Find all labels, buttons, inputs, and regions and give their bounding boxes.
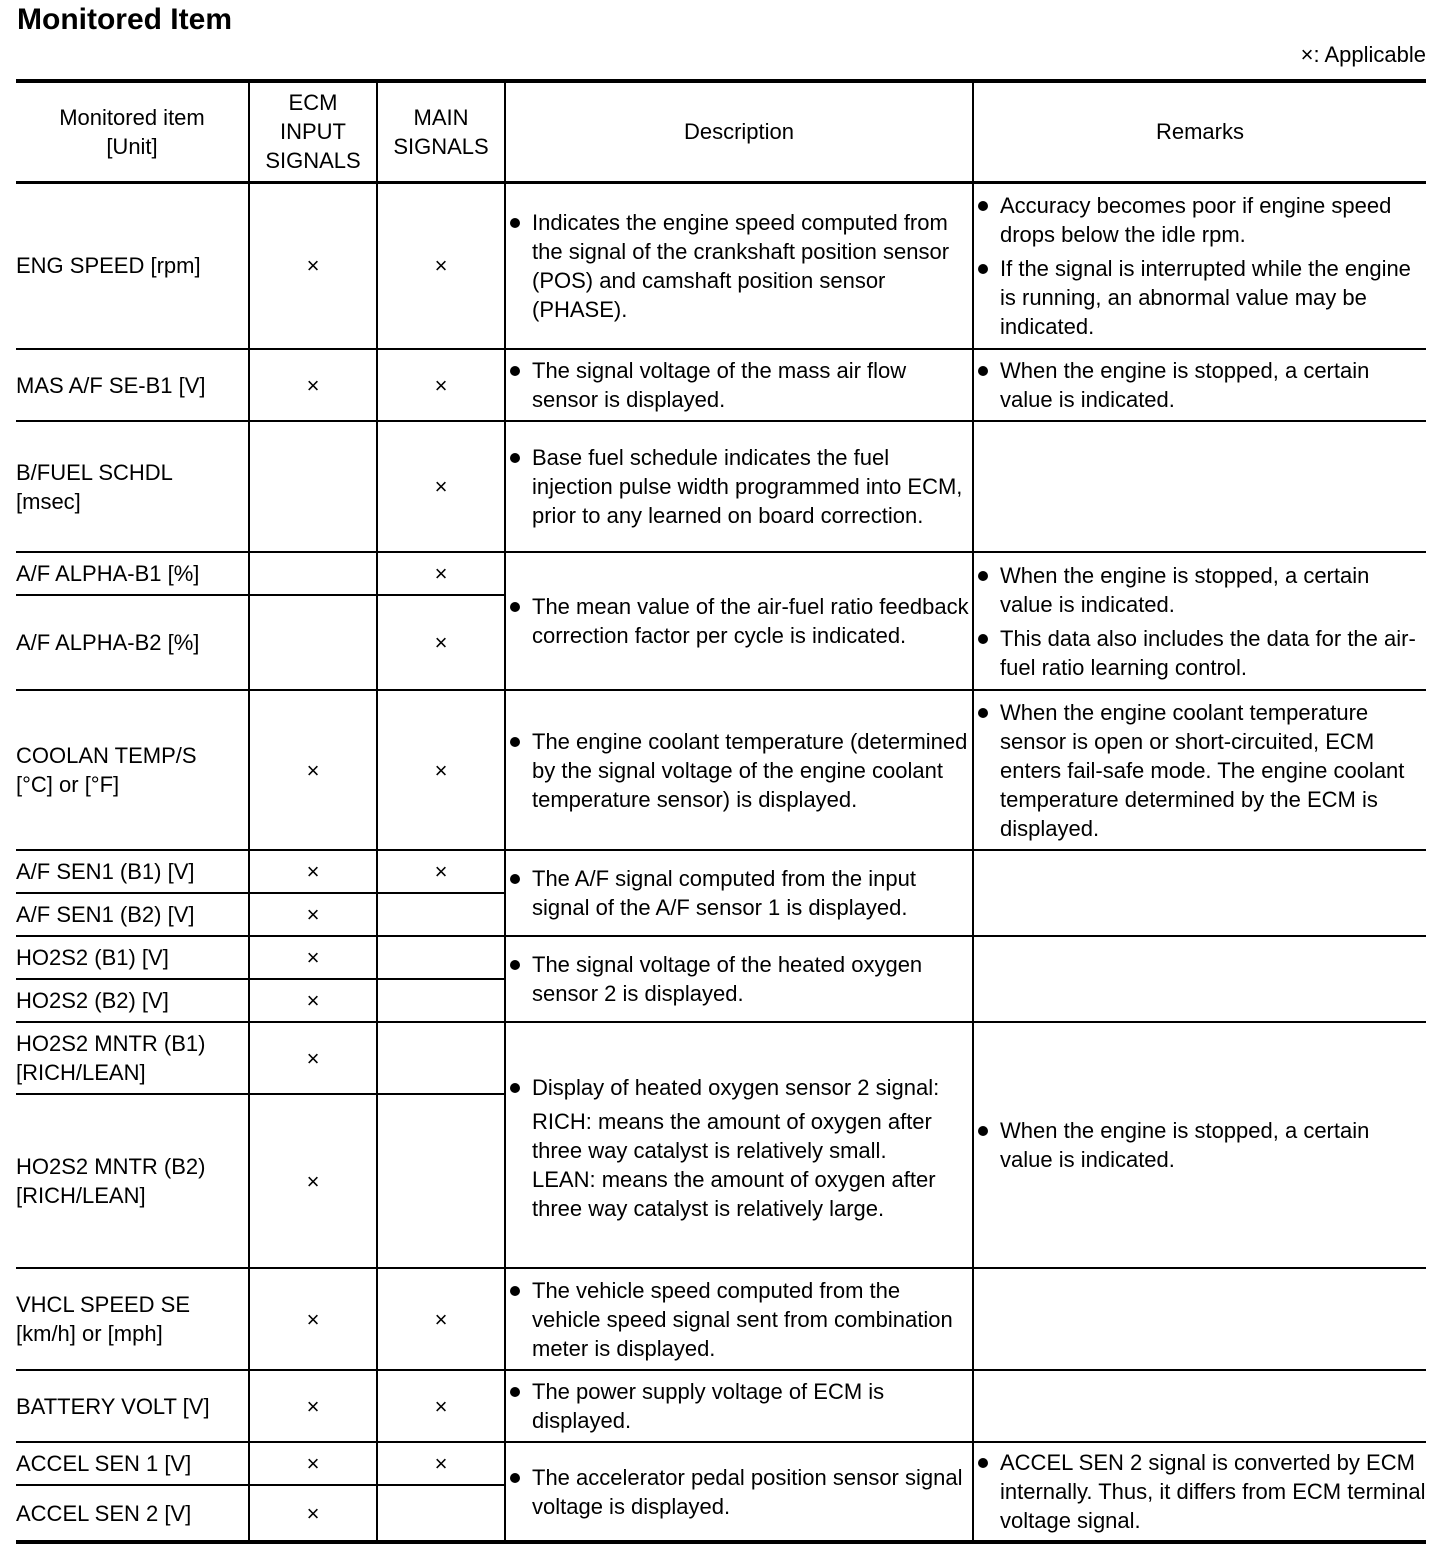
item-name: A/F ALPHA-B2 [%] xyxy=(16,595,249,690)
remark-bullet: If the signal is interrupted while the engine is running, an abnormal value may be indicated. xyxy=(974,254,1426,341)
item-name: A/F SEN1 (B1) [V] xyxy=(16,850,249,893)
ecm-input-mark: × xyxy=(249,1022,377,1094)
description-bullet: The power supply voltage of ECM is displayed. xyxy=(506,1377,972,1435)
header-remarks: Remarks xyxy=(973,81,1426,182)
table-row xyxy=(16,936,1426,979)
remark-bullet: When the engine is stopped, a certain value is indicated. xyxy=(974,1116,1426,1174)
main-signal-mark: × xyxy=(377,1442,505,1485)
description-bullet: The engine coolant temperature (determined by the signal voltage of the engine coolant temperature sensor) is displayed. xyxy=(506,727,972,814)
ecm-input-mark xyxy=(249,421,377,552)
ecm-input-mark: × xyxy=(249,936,377,979)
ecm-input-mark: × xyxy=(249,182,377,349)
item-name: A/F ALPHA-B1 [%] xyxy=(16,552,249,595)
main-signal-mark: × xyxy=(377,1370,505,1442)
item-name: HO2S2 (B1) [V] xyxy=(16,936,249,979)
description-cell xyxy=(505,936,973,1022)
ecm-input-mark: × xyxy=(249,979,377,1022)
description-rich-text: RICH: means the amount of oxygen after three way catalyst is relatively small. xyxy=(532,1108,932,1163)
remarks-cell xyxy=(973,421,1426,552)
main-signal-mark xyxy=(377,936,505,979)
description-cell xyxy=(505,1442,973,1542)
remarks-cell xyxy=(973,1022,1426,1268)
description-bullet: The vehicle speed computed from the vehicle speed signal sent from combination meter is displayed. xyxy=(506,1276,972,1363)
item-name: HO2S2 MNTR (B1) [RICH/LEAN] xyxy=(16,1022,249,1094)
item-name: ENG SPEED [rpm] xyxy=(16,182,249,349)
table-row xyxy=(16,421,1426,552)
table-row xyxy=(16,690,1426,850)
description-bullet: Display of heated oxygen sensor 2 signal: xyxy=(506,1073,972,1102)
header-row xyxy=(16,81,1426,182)
ecm-input-mark: × xyxy=(249,690,377,850)
item-name: HO2S2 (B2) [V] xyxy=(16,979,249,1022)
main-signal-mark: × xyxy=(377,595,505,690)
main-signal-mark xyxy=(377,979,505,1022)
description-cell xyxy=(505,1370,973,1442)
header-description: Description xyxy=(505,81,973,182)
item-name: HO2S2 MNTR (B2) [RICH/LEAN] xyxy=(16,1094,249,1268)
description-bullet: The mean value of the air-fuel ratio feedback correction factor per cycle is indicated. xyxy=(506,592,972,650)
description-bullet: Indicates the engine speed computed from the signal of the crankshaft position sensor (POS) and camshaft position sensor (PHASE). xyxy=(506,208,972,324)
main-signal-mark xyxy=(377,1022,505,1094)
remarks-cell xyxy=(973,850,1426,936)
ecm-input-mark xyxy=(249,595,377,690)
remarks-cell xyxy=(973,182,1426,349)
remarks-cell xyxy=(973,1370,1426,1442)
main-signal-mark: × xyxy=(377,552,505,595)
ecm-input-mark xyxy=(249,552,377,595)
main-signal-mark: × xyxy=(377,421,505,552)
remarks-cell xyxy=(973,936,1426,1022)
remark-bullet: ACCEL SEN 2 signal is converted by ECM internally. Thus, it differs from ECM terminal voltage signal. xyxy=(974,1448,1426,1535)
page-title: Monitored Item xyxy=(17,3,232,36)
header-ecm-input-signals: ECM INPUT SIGNALS xyxy=(249,81,377,182)
ecm-input-mark: × xyxy=(249,1268,377,1370)
description-bullet: The signal voltage of the mass air flow sensor is displayed. xyxy=(506,356,972,414)
ecm-input-mark: × xyxy=(249,850,377,893)
description-cell xyxy=(505,349,973,421)
main-signal-mark xyxy=(377,893,505,936)
monitored-item-table xyxy=(16,79,1426,1544)
description-cell xyxy=(505,1022,973,1268)
remark-bullet: When the engine is stopped, a certain value is indicated. xyxy=(974,561,1426,619)
description-cell xyxy=(505,1268,973,1370)
legend-applicable: ×: Applicable xyxy=(1300,42,1426,67)
description-bullet: Base fuel schedule indicates the fuel injection pulse width programmed into ECM, prior to any learned on board correction. xyxy=(506,443,972,530)
description-cell xyxy=(505,552,973,690)
remark-bullet: When the engine coolant temperature sensor is open or short-circuited, ECM enters fail-safe mode. The engine coolant temperature determined by the ECM is displayed. xyxy=(974,698,1426,843)
table-row xyxy=(16,850,1426,893)
table-row xyxy=(16,1370,1426,1442)
ecm-input-mark: × xyxy=(249,1442,377,1485)
main-signal-mark xyxy=(377,1485,505,1542)
remark-bullet: When the engine is stopped, a certain value is indicated. xyxy=(974,356,1426,414)
table-row xyxy=(16,1022,1426,1094)
item-name: COOLAN TEMP/S [°C] or [°F] xyxy=(16,690,249,850)
item-name: ACCEL SEN 1 [V] xyxy=(16,1442,249,1485)
description-bullet: The A/F signal computed from the input signal of the A/F sensor 1 is displayed. xyxy=(506,864,972,922)
item-name: MAS A/F SE-B1 [V] xyxy=(16,349,249,421)
table-row xyxy=(16,552,1426,595)
ecm-input-mark: × xyxy=(249,1370,377,1442)
remarks-cell xyxy=(973,552,1426,690)
item-name: VHCL SPEED SE [km/h] or [mph] xyxy=(16,1268,249,1370)
item-name: A/F SEN1 (B2) [V] xyxy=(16,893,249,936)
description-bullet: The accelerator pedal position sensor signal voltage is displayed. xyxy=(506,1463,972,1521)
description-cell xyxy=(505,850,973,936)
item-name: BATTERY VOLT [V] xyxy=(16,1370,249,1442)
remarks-cell xyxy=(973,1442,1426,1542)
main-signal-mark: × xyxy=(377,690,505,850)
remarks-cell xyxy=(973,349,1426,421)
item-name: ACCEL SEN 2 [V] xyxy=(16,1485,249,1542)
main-signal-mark: × xyxy=(377,182,505,349)
table-row xyxy=(16,1268,1426,1370)
description-cell xyxy=(505,182,973,349)
table-row xyxy=(16,349,1426,421)
remarks-cell xyxy=(973,1268,1426,1370)
main-signal-mark: × xyxy=(377,850,505,893)
ecm-input-mark: × xyxy=(249,349,377,421)
description-cell xyxy=(505,421,973,552)
header-monitored-item: Monitored item [Unit] xyxy=(16,81,249,182)
ecm-input-mark: × xyxy=(249,1094,377,1268)
ecm-input-mark: × xyxy=(249,893,377,936)
description-cell xyxy=(505,690,973,850)
description-bullet: The signal voltage of the heated oxygen sensor 2 is displayed. xyxy=(506,950,972,1008)
main-signal-mark: × xyxy=(377,1268,505,1370)
main-signal-mark: × xyxy=(377,349,505,421)
remark-bullet: This data also includes the data for the air-fuel ratio learning control. xyxy=(974,624,1426,682)
header-main-signals: MAIN SIGNALS xyxy=(377,81,505,182)
ecm-input-mark: × xyxy=(249,1485,377,1542)
remark-bullet: Accuracy becomes poor if engine speed drops below the idle rpm. xyxy=(974,191,1426,249)
description-lean-text: LEAN: means the amount of oxygen after three way catalyst is relatively large. xyxy=(532,1166,936,1221)
table-row xyxy=(16,1442,1426,1485)
main-signal-mark xyxy=(377,1094,505,1268)
table-row xyxy=(16,182,1426,349)
item-name: B/FUEL SCHDL [msec] xyxy=(16,421,249,552)
remarks-cell xyxy=(973,690,1426,850)
